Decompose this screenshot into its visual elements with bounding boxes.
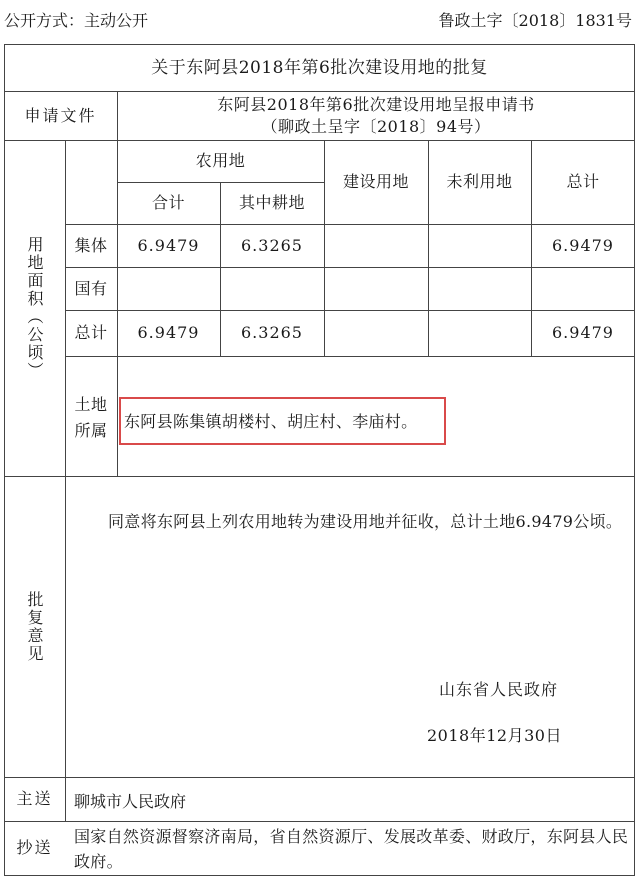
main-recipient-value: 聊城市人民政府 [74,792,187,811]
document-title: 关于东阿县2018年第6批次建设用地的批复 [151,57,488,78]
header-unused: 未利用地 [446,172,513,191]
cell-collective-total: 6.9479 [552,235,614,255]
application-label: 申请文件 [24,105,97,125]
document-number: 鲁政土字〔2018〕1831号 [438,11,632,30]
cell-collective-cultivated: 6.3265 [241,235,303,255]
main-recipient-label: 主送 [16,789,53,808]
disclosure-mode: 公开方式：主动公开 [4,11,149,30]
cell-collective-unused [428,224,531,267]
row-label-state: 国有 [74,278,108,298]
application-line-1: 东阿县2018年第6批次建设用地呈报申请书 [217,94,535,114]
cell-state-cultivated [220,267,324,310]
cell-state-subtotal [117,267,220,310]
row-label-total: 总计 [74,323,108,342]
application-line-2: （聊政土呈字〔2018〕94号） [261,116,491,136]
approval-text: 同意将东阿县上列农用地转为建设用地并征收，总计土地6.9479公顷。 [108,512,623,531]
cell-state-unused [428,267,531,310]
cell-total-construction [324,310,428,356]
header-subtotal: 合计 [151,193,185,212]
ownership-value: 东阿县陈集镇胡楼村、胡庄村、李庙村。 [124,412,418,431]
approval-label: 批复意见 [25,590,44,663]
header-total: 总计 [566,172,600,191]
table-line [4,777,635,778]
cell-total-unused [428,310,531,356]
cell-state-construction [324,267,428,310]
header-cultivated: 其中耕地 [238,193,305,212]
cell-total-cultivated: 6.3265 [241,323,303,342]
cc-value: 国家自然资源督察济南局，省自然资源厅、发展改革委、财政厅，东阿县人民政府。 [74,827,629,871]
area-section-label: 用地面积（公顷） [25,236,44,380]
table-line [4,476,635,477]
table-line [65,356,635,357]
cc-label: 抄送 [16,838,53,857]
cell-total-subtotal: 6.9479 [137,323,200,342]
row-label-collective: 集体 [74,235,108,255]
table-line [4,821,635,822]
header-construction: 建设用地 [342,172,409,191]
ownership-label: 土地所属 [74,395,108,440]
approval-issuer: 山东省人民政府 [439,680,559,699]
header-farmland: 农用地 [195,151,246,170]
cell-state-total [531,267,635,310]
table-border-bottom [4,875,635,876]
cell-total-total: 6.9479 [552,323,614,342]
cell-collective-subtotal: 6.9479 [137,235,200,255]
approval-date: 2018年12月30日 [427,726,562,745]
application-document [117,91,635,140]
cell-collective-construction [324,224,428,267]
